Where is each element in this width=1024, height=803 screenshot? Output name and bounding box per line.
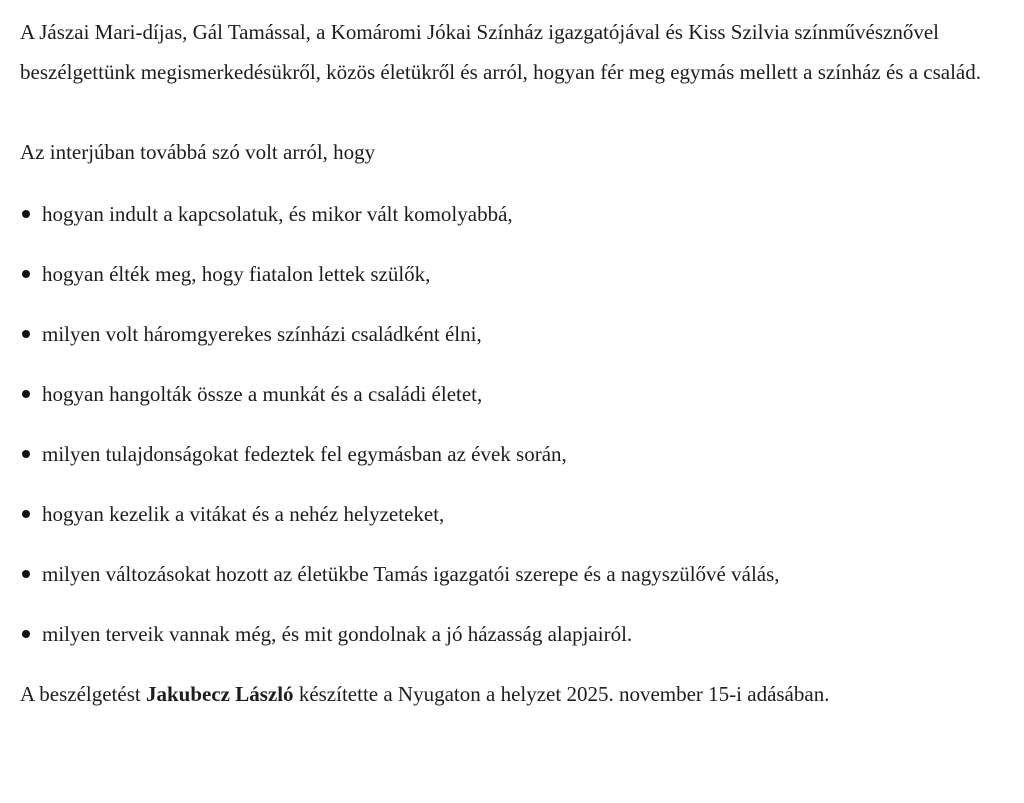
list-item	[20, 314, 1020, 354]
credit-paragraph	[20, 674, 1020, 714]
list-item-text: hogyan kezelik a vitákat és a nehéz helyzeteket,	[42, 502, 445, 526]
topic-list	[20, 194, 1020, 654]
credit-prefix: A beszélgetést	[20, 682, 146, 706]
bullet-icon	[22, 210, 30, 218]
article-body	[20, 12, 1020, 714]
list-item	[20, 614, 1020, 654]
lead-paragraph: Az interjúban továbbá szó volt arról, hogy	[20, 140, 376, 164]
credit-suffix: készítette a Nyugaton a helyzet 2025. november 15-i adásában.	[293, 682, 830, 706]
bullet-icon	[22, 330, 30, 338]
bullet-icon	[22, 570, 30, 578]
list-item	[20, 374, 1020, 414]
list-item-text: milyen tulajdonságokat fedeztek fel egymásban az évek során,	[42, 442, 567, 466]
bullet-icon	[22, 450, 30, 458]
list-item-text: hogyan hangolták össze a munkát és a családi életet,	[42, 382, 483, 406]
list-item	[20, 254, 1020, 294]
list-item	[20, 494, 1020, 534]
list-item	[20, 554, 1020, 594]
list-item-text: milyen volt háromgyerekes színházi családként élni,	[42, 322, 482, 346]
list-item-text: hogyan indult a kapcsolatuk, és mikor vált komolyabbá,	[42, 202, 513, 226]
bullet-icon	[22, 630, 30, 638]
list-item	[20, 434, 1020, 474]
list-item-text: milyen változásokat hozott az életükbe Tamás igazgatói szerepe és a nagyszülővé válás,	[42, 562, 780, 586]
bullet-icon	[22, 510, 30, 518]
intro-paragraph: A Jászai Mari-díjas, Gál Tamással, a Komáromi Jókai Színház igazgatójával és Kiss Szilvia színművésznővel beszélgettünk megismerkedésükről, közös életükről és arról, hogyan fér meg egymás mellett a színház és a család.	[20, 20, 981, 84]
bullet-icon	[22, 390, 30, 398]
author-name: Jakubecz László	[145, 682, 294, 706]
list-item-text: milyen terveik vannak még, és mit gondolnak a jó házasság alapjairól.	[42, 622, 633, 646]
list-item-text: hogyan élték meg, hogy fiatalon lettek szülők,	[42, 262, 431, 286]
list-item	[20, 194, 1020, 234]
bullet-icon	[22, 270, 30, 278]
